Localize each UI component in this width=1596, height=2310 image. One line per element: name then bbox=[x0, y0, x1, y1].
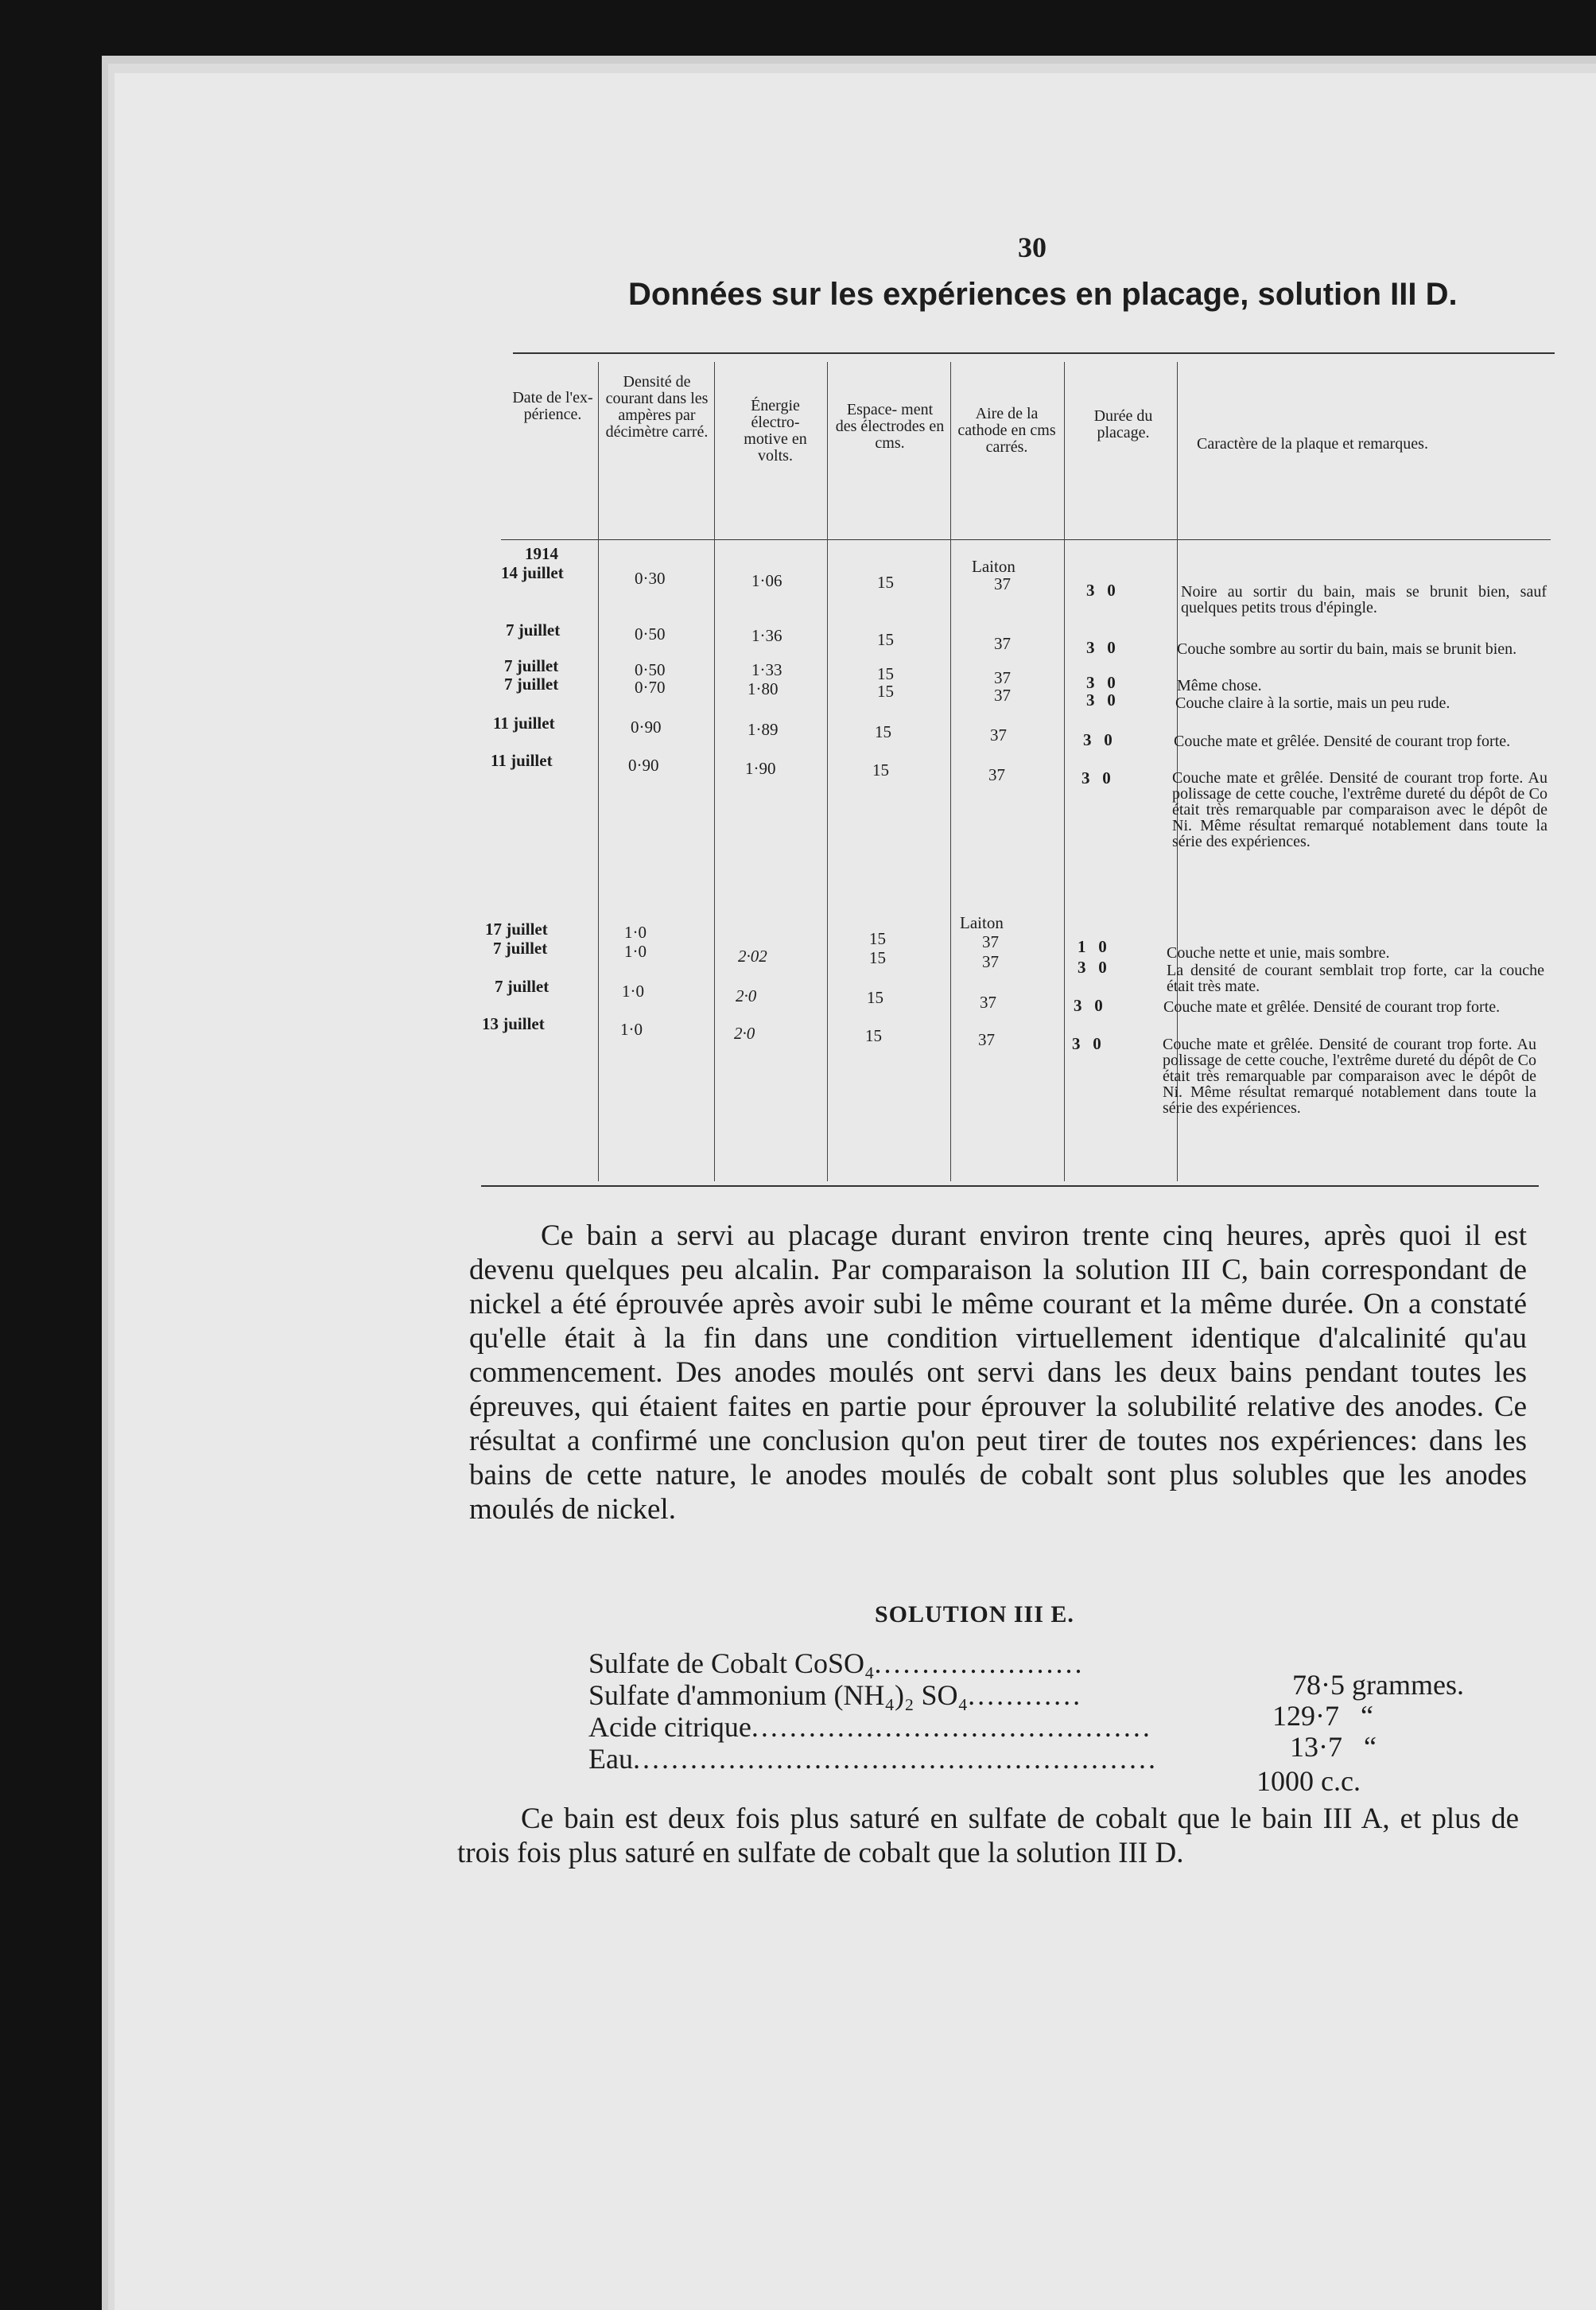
area-cell: 37 bbox=[978, 1030, 995, 1049]
spacing-cell: 15 bbox=[872, 760, 889, 780]
column-divider bbox=[714, 362, 715, 1181]
date-cell: 11 juillet bbox=[493, 714, 555, 733]
voltage-cell: 1·90 bbox=[745, 759, 776, 778]
section-heading: SOLUTION III E. bbox=[875, 1601, 1074, 1628]
remark-cell: Couche nette et unie, mais sombre. bbox=[1167, 944, 1390, 962]
header-duration: Durée du placage. bbox=[1093, 407, 1153, 441]
ingredient-name: Eau bbox=[588, 1743, 633, 1775]
duration-cell: 3 0 bbox=[1072, 1034, 1101, 1053]
ingredient-name: Acide citrique bbox=[588, 1711, 751, 1743]
header-voltage: Énergie électro- motive en volts. bbox=[744, 397, 807, 465]
remark-cell: Couche mate et grêlée. Densité de courant trop forte. Au polissage de cette couche, l'extrême dureté du dépôt de Co était très remarquable par comparaison avec le dépôt de Ni. Même résultat remarqué notablement dans toute la série des expériences. bbox=[1163, 1036, 1536, 1117]
header-bottom-rule bbox=[501, 539, 1551, 540]
spacing-cell: 15 bbox=[877, 682, 894, 701]
date-cell: 17 juillet bbox=[485, 920, 548, 939]
density-cell: 1·0 bbox=[624, 923, 647, 942]
duration-cell: 3 0 bbox=[1081, 768, 1111, 788]
closing-paragraph: Ce bain est deux fois plus saturé en sulfate de cobalt que le bain III A, et plus de trois fois plus saturé en sulfate de cobalt que la solution III D. bbox=[457, 1802, 1519, 1869]
remark-cell: Couche claire à la sortie, mais un peu rude. bbox=[1175, 694, 1450, 712]
remark-cell: Couche sombre au sortir du bain, mais se brunit bien. bbox=[1177, 640, 1517, 658]
area-cell: 37 bbox=[988, 765, 1005, 784]
density-cell: 1·0 bbox=[620, 1020, 643, 1039]
density-cell: 0·50 bbox=[635, 660, 666, 679]
voltage-cell: 1·80 bbox=[748, 679, 779, 698]
spacing-cell: 15 bbox=[877, 573, 894, 592]
ingredient-name: Sulfate de Cobalt CoSO₄ bbox=[588, 1647, 875, 1679]
voltage-cell: 2·0 bbox=[734, 1024, 755, 1043]
column-divider bbox=[598, 362, 599, 1181]
page-title: Données sur les expériences en placage, solution III D. bbox=[628, 277, 1458, 312]
date-cell: 7 juillet bbox=[504, 675, 559, 694]
voltage-cell: 2·0 bbox=[736, 986, 757, 1005]
leader-dots: ...................... bbox=[874, 1647, 1085, 1679]
header-area: Aire de la cathode en cms carrés. bbox=[957, 405, 1056, 456]
ingredient-name: Sulfate d'ammonium (NH₄)₂ SO₄ bbox=[588, 1679, 969, 1711]
duration-cell: 3 0 bbox=[1078, 958, 1107, 977]
voltage-cell: 2·02 bbox=[738, 947, 767, 966]
duration-cell: 3 0 bbox=[1086, 673, 1116, 692]
area-cell: 37 bbox=[994, 686, 1011, 705]
table-bottom-rule bbox=[481, 1185, 1539, 1187]
date-cell: 14 juillet bbox=[501, 563, 564, 582]
duration-cell: 3 0 bbox=[1083, 730, 1113, 749]
duration-cell: 3 0 bbox=[1086, 690, 1116, 710]
remark-cell: Même chose. bbox=[1177, 677, 1262, 694]
duration-cell: 3 0 bbox=[1086, 581, 1116, 600]
voltage-cell: 1·36 bbox=[751, 626, 782, 645]
header-spacing: Espace- ment des électrodes en cms. bbox=[835, 401, 945, 452]
area-cell: 37 bbox=[994, 668, 1011, 687]
recipe-item bbox=[588, 1678, 1082, 1712]
density-cell: 0·50 bbox=[635, 624, 666, 644]
area-cell: 37 bbox=[994, 634, 1011, 653]
date-cell: 7 juillet bbox=[504, 656, 559, 675]
duration-cell: 3 0 bbox=[1086, 638, 1116, 657]
header-remarks: Caractère de la plaque et remarques. bbox=[1197, 435, 1428, 453]
spacing-cell: 15 bbox=[869, 929, 886, 948]
ingredient-amount: 129·7 “ bbox=[1272, 1700, 1373, 1732]
duration-cell: 3 0 bbox=[1074, 996, 1103, 1015]
cathode-material-label: Laiton bbox=[960, 913, 1004, 932]
remark-cell: La densité de courant semblait trop forte, car la couche était très mate. bbox=[1167, 962, 1544, 995]
density-cell: 0·90 bbox=[628, 756, 659, 775]
spacing-cell: 15 bbox=[877, 664, 894, 683]
page-number: 30 bbox=[1018, 231, 1047, 263]
date-cell: 13 juillet bbox=[482, 1014, 545, 1033]
table-year: 1914 bbox=[525, 544, 558, 563]
column-divider bbox=[1064, 362, 1065, 1181]
cathode-material-label: Laiton bbox=[972, 557, 1015, 576]
leader-dots: ....................................................... bbox=[632, 1743, 1158, 1775]
date-cell: 7 juillet bbox=[506, 620, 561, 640]
ingredient-amount: 1000 c.c. bbox=[1256, 1765, 1361, 1797]
area-cell: 37 bbox=[994, 574, 1011, 593]
spacing-cell: 15 bbox=[877, 630, 894, 649]
voltage-cell: 1·33 bbox=[751, 660, 782, 679]
voltage-cell: 1·06 bbox=[751, 571, 782, 590]
density-cell: 1·0 bbox=[622, 982, 644, 1001]
recipe-item bbox=[588, 1742, 1158, 1775]
header-density: Densité de courant dans les ampères par décimètre carré. bbox=[605, 373, 709, 441]
spacing-cell: 15 bbox=[875, 722, 891, 741]
area-cell: 37 bbox=[990, 725, 1007, 745]
recipe-item bbox=[588, 1710, 1152, 1744]
date-cell: 7 juillet bbox=[493, 939, 548, 958]
duration-cell: 1 0 bbox=[1078, 937, 1107, 956]
spacing-cell: 15 bbox=[867, 988, 883, 1007]
ingredient-amount: 13·7 “ bbox=[1290, 1731, 1377, 1763]
remark-cell: Couche mate et grêlée. Densité de courant trop forte. bbox=[1174, 733, 1511, 750]
spacing-cell: 15 bbox=[865, 1026, 882, 1045]
recipe-item bbox=[588, 1647, 1085, 1680]
area-cell: 37 bbox=[980, 993, 996, 1012]
remark-cell: Couche mate et grêlée. Densité de courant trop forte. bbox=[1163, 998, 1501, 1016]
header-date: Date de l'ex- périence. bbox=[512, 389, 593, 423]
density-cell: 0·30 bbox=[635, 569, 666, 588]
date-cell: 7 juillet bbox=[495, 977, 549, 996]
density-cell: 0·70 bbox=[635, 678, 666, 697]
remark-cell: Couche mate et grêlée. Densité de courant trop forte. Au polissage de cette couche, l'extrême dureté du dépôt de Co était très remarquable par comparaison avec le dépôt de Ni. Même résultat remarqué notablement dans toute la série des expériences. bbox=[1172, 769, 1547, 850]
remark-cell: Noire au sortir du bain, mais se brunit bien, sauf quelques petits trous d'épingle. bbox=[1181, 583, 1547, 616]
body-paragraph: Ce bain a servi au placage durant environ trente cinq heures, après quoi il est devenu quelques peu alcalin. Par comparaison la solution III C, bain correspondant de nickel a été éprouvée après avoir subi le même courant et la même durée. On a constaté qu'elle était à la fin dans une condition virtuellement identique d'alcalinité qu'au commencement. Des anodes moulés ont servi dans les deux bains pendant toutes les épreuves, qui étaient faites en partie pour éprouver la solubilité relative des anodes. Ce résultat a confirmé une conclusion qu'on peut tirer de toutes nos expériences: dans les bains de cette nature, le anodes moulés de cobalt sont plus solubles que les anodes moulés de nickel. bbox=[469, 1219, 1527, 1526]
table-top-rule bbox=[513, 352, 1555, 354]
column-divider bbox=[827, 362, 828, 1181]
density-cell: 1·0 bbox=[624, 942, 647, 961]
voltage-cell: 1·89 bbox=[748, 720, 779, 739]
date-cell: 11 juillet bbox=[491, 751, 553, 770]
leader-dots: ............ bbox=[968, 1679, 1083, 1711]
leader-dots: .......................................... bbox=[751, 1711, 1152, 1743]
area-cell: 37 bbox=[982, 932, 999, 951]
column-divider bbox=[950, 362, 951, 1181]
density-cell: 0·90 bbox=[631, 718, 662, 737]
ingredient-amount: 78·5 grammes. bbox=[1292, 1669, 1464, 1701]
spacing-cell: 15 bbox=[869, 948, 886, 967]
area-cell: 37 bbox=[982, 952, 999, 971]
